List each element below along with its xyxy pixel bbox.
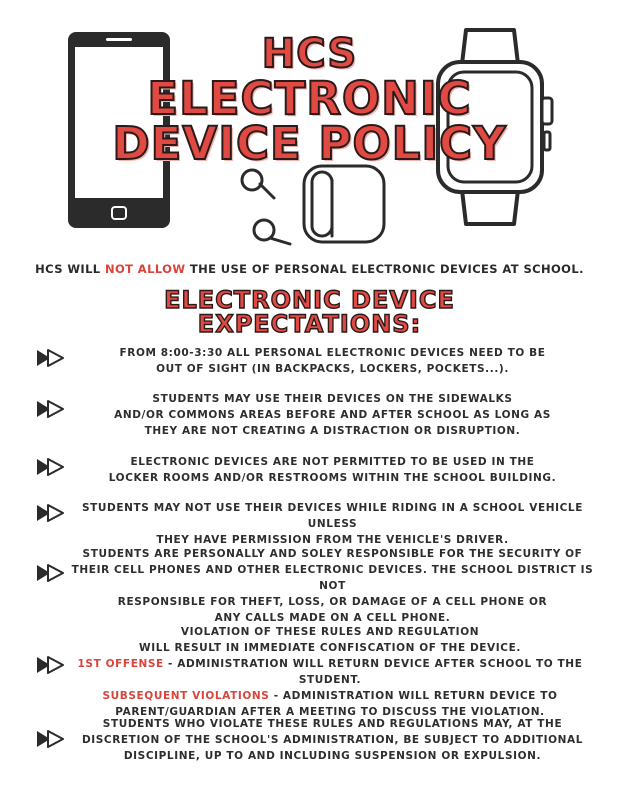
rule-7 [60, 716, 605, 764]
rule-2-line-2: AND/OR COMMONS AREAS BEFORE AND AFTER SCHOOL AS LONG AS [114, 409, 551, 421]
rule-4-line-1: STUDENTS MAY NOT USE THEIR DEVICES WHILE RIDING IN A SCHOOL VEHICLE UNLESS [82, 502, 583, 530]
expectations-line-2: EXPECTATIONS: [197, 310, 422, 339]
rule-6-line-2: WILL RESULT IN IMMEDIATE CONFISCATION OF THE DEVICE. [139, 642, 521, 654]
intro-before: HCS WILL [35, 262, 105, 276]
rule-6-line-1: VIOLATION OF THESE RULES AND REGULATION [180, 626, 480, 638]
rule-7-line-3: DISCIPLINE, UP TO AND INCLUDING SUSPENSION OR EXPULSION. [123, 750, 542, 762]
rule-5-line-3: RESPONSIBLE FOR THEFT, LOSS, OR DAMAGE OF A CELL PHONE OR [117, 596, 548, 608]
rule-1 [60, 345, 605, 377]
intro-after: THE USE OF PERSONAL ELECTRONIC DEVICES AT SCHOOL. [185, 262, 584, 276]
expectations-heading [0, 288, 619, 337]
rule-7-line-2: DISCRETION OF THE SCHOOL'S ADMINISTRATION, BE SUBJECT TO ADDITIONAL [81, 734, 584, 746]
rule-5-line-1: STUDENTS ARE PERSONALLY AND SOLEY RESPONSIBLE FOR THE SECURITY OF [82, 548, 583, 560]
rule-2-line-3: THEY ARE NOT CREATING A DISTRACTION OR DISRUPTION. [144, 425, 521, 437]
rule-6-first-offense [50, 656, 610, 688]
rule-3-line-1: ELECTRONIC DEVICES ARE NOT PERMITTED TO BE USED IN THE [130, 456, 535, 468]
rule-5-line-4: ANY CALLS MADE ON A CELL PHONE. [214, 612, 451, 624]
title-line-2: ELECTRONIC [147, 72, 472, 125]
rule-4-line-2: THEY HAVE PERMISSION FROM THE VEHICLE'S DRIVER. [156, 534, 509, 546]
rule-3-line-2: LOCKER ROOMS AND/OR RESTROOMS WITHIN THE SCHOOL BUILDING. [108, 472, 557, 484]
rule-2 [60, 391, 605, 439]
subsequent-label: SUBSEQUENT VIOLATIONS [102, 690, 270, 702]
subsequent-text: - ADMINISTRATION WILL RETURN DEVICE TO [269, 690, 558, 702]
title-line-3: DEVICE POLICY [112, 117, 507, 170]
title-line-1: HCS [261, 31, 358, 77]
intro-highlight: NOT ALLOW [104, 262, 186, 276]
intro-statement [0, 262, 619, 276]
earbuds-icon [232, 158, 392, 258]
rule-6 [50, 624, 610, 720]
rule-1-line-1: FROM 8:00-3:30 ALL PERSONAL ELECTRONIC DEVICES NEED TO BE [119, 347, 546, 359]
rule-4 [60, 500, 605, 548]
first-offense-text: - ADMINISTRATION WILL RETURN DEVICE AFTER SCHOOL TO THE STUDENT. [163, 658, 583, 686]
rule-6-subsequent [50, 688, 610, 704]
rule-5-line-2: THEIR CELL PHONES AND OTHER ELECTRONIC DEVICES. THE SCHOOL DISTRICT IS NOT [71, 564, 594, 592]
policy-title [0, 31, 619, 170]
rule-3 [60, 454, 605, 486]
rule-2-line-1: STUDENTS MAY USE THEIR DEVICES ON THE SIDEWALKS [152, 393, 513, 405]
expectations-line-1: ELECTRONIC DEVICE [164, 286, 455, 314]
rule-6-subsequent-line-2: PARENT/GUARDIAN AFTER A MEETING TO DISCUSS THE VIOLATION. [115, 706, 545, 718]
rule-7-line-1: STUDENTS WHO VIOLATE THESE RULES AND REGULATIONS MAY, AT THE [102, 718, 563, 730]
rule-1-line-2: OUT OF SIGHT (IN BACKPACKS, LOCKERS, POCKETS...). [156, 363, 509, 375]
rule-5 [60, 546, 605, 626]
first-offense-label: 1ST OFFENSE [77, 658, 164, 670]
